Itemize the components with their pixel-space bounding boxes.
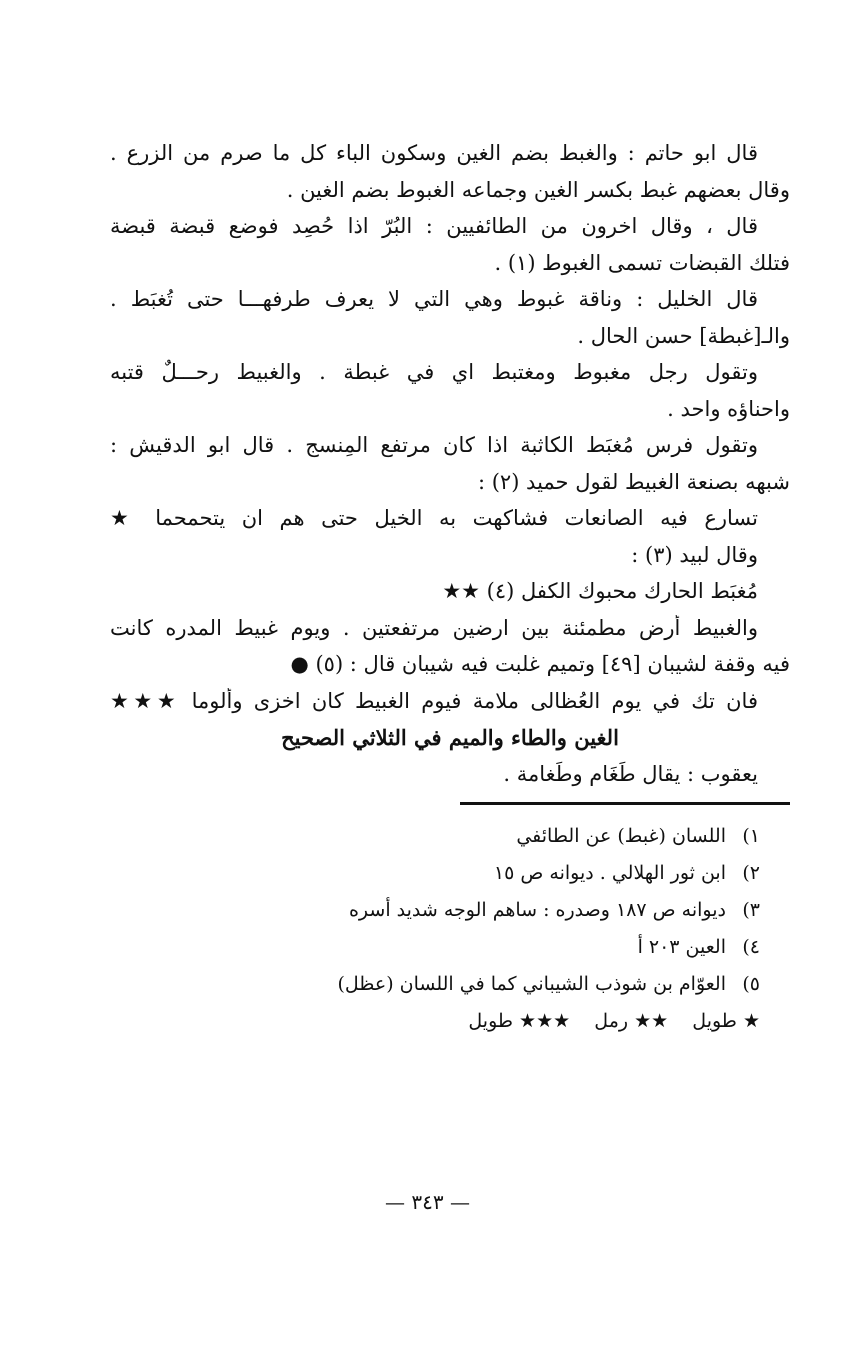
- text-line: وقال لبيد (٣) :: [631, 542, 758, 567]
- footnote-divider: [460, 802, 790, 805]
- footnote-text: اللسان (غبط) عن الطائفي: [516, 824, 726, 847]
- text-line: قال ابو حاتم : والغبط بضم الغين وسكون الباء كل ما صرم من الزرع .: [110, 141, 758, 165]
- footnote: [110, 897, 790, 924]
- footnote-text: العين ٢٠٣ أ: [637, 935, 726, 958]
- footnote-text: العوّام بن شوذب الشيباني كما في اللسان (عظل): [337, 972, 726, 995]
- footnote: [110, 860, 790, 887]
- verse-line: فان تك في يوم العُظالى ملامة فيوم الغبيط كان اخزى وألوما ★★★: [110, 688, 758, 713]
- footnote: [110, 934, 790, 961]
- text-line: والـ[غبطة] حسن الحال .: [577, 323, 790, 348]
- page-content: [110, 140, 790, 1045]
- text-line: فتلك القبضات تسمى الغبوط (١) .: [494, 250, 790, 275]
- text-line: وتقول فرس مُغبَط الكاثبة اذا كان مرتفع المِنسج . قال ابو الدقيش :: [110, 433, 758, 457]
- text-line: وقال بعضهم غبط بكسر الغين وجماعه الغبوط بضم الغين .: [286, 177, 790, 202]
- verse-line: تسارع فيه الصانعات فشاكهت به الخيل حتى هم ان يتحمحما ★: [110, 506, 758, 530]
- text-line: شبهه بصنعة الغبيط لقول حميد (٢) :: [477, 469, 790, 494]
- footnote-number: ١): [742, 824, 760, 847]
- text-line: قال ، وقال اخرون من الطائفيين : البُرّ اذا حُصِد فوضع قبضة قبضة: [110, 214, 758, 238]
- text-line: قال الخليل : وناقة غبوط وهي التي لا يعرف طرفهـــا حتى تُغبَط .: [110, 287, 758, 311]
- footnote-number: ٥): [742, 972, 760, 995]
- footnote: [110, 823, 790, 850]
- footnote: [110, 971, 790, 998]
- footnote-number: ٢): [742, 861, 760, 884]
- footnote-text: ديوانه ص ١٨٧ وصدره : ساهم الوجه شديد أسره: [348, 898, 726, 921]
- text-line: والغبيط أرض مطمئنة بين ارضين مرتفعتين . ويوم غبيط المدره كانت: [110, 615, 758, 640]
- footnote-number: ٤): [742, 935, 760, 958]
- text-line: فيه وقفة لشيبان [٤٩] وتميم غلبت فيه شيبان قال : (٥) ●: [290, 652, 790, 676]
- text-line: يعقوب : يقال طَغَام وطَغامة .: [503, 761, 758, 786]
- footnote-number: ٣): [742, 898, 760, 921]
- meter-legend: ★ طويل ★★ رمل ★★★ طويل: [468, 1009, 760, 1032]
- footnote-text: ابن ثور الهلالي . ديوانه ص ١٥: [493, 861, 726, 884]
- page-number: — ٣٤٣ —: [385, 1190, 470, 1214]
- verse-line: مُغبَط الحارك محبوك الكفل (٤) ★★: [442, 579, 758, 603]
- section-heading: الغين والطاء والميم في الثلاثي الصحيح: [281, 725, 619, 750]
- text-line: واحناؤه واحد .: [667, 396, 790, 421]
- text-line: وتقول رجل مغبوط ومغتبط اي في غبطة . والغبيط رحـــلٌ قتبه: [110, 360, 758, 384]
